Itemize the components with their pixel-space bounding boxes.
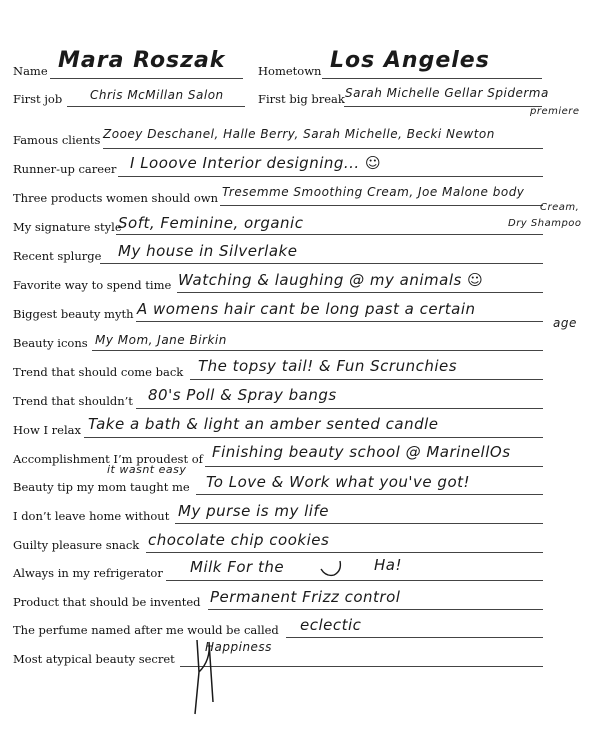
hometown-line — [322, 78, 542, 79]
product-invented-answer: Permanent Frizz control — [210, 588, 401, 606]
famous-clients-answer: Zooey Deschanel, Halle Berry, Sarah Michelle, Becki Newton — [103, 127, 495, 141]
three-products-answer-cont2: Dry Shampoo — [508, 218, 582, 229]
beauty-icons-answer: My Mom, Jane Birkin — [95, 333, 227, 347]
biggest-myth-answer-cont: age — [553, 316, 577, 330]
first-big-break-line — [344, 106, 542, 107]
favorite-way-answer: Watching & laughing @ my animals ☺ — [178, 271, 484, 289]
first-big-break-label: First big break — [258, 92, 345, 106]
handwritten-flourish-icon — [185, 632, 245, 722]
trend-shouldnt-line — [136, 408, 543, 409]
trend-come-back-line — [190, 379, 543, 380]
three-products-answer-cont1: Cream, — [540, 202, 580, 213]
favorite-way-label: Favorite way to spend time — [13, 278, 172, 292]
trend-shouldnt-label: Trend that shouldn’t — [13, 394, 133, 408]
three-products-line — [220, 205, 543, 206]
name-line — [50, 78, 243, 79]
trend-come-back-answer: The topsy tail! & Fun Scrunchies — [198, 357, 458, 375]
biggest-myth-answer: A womens hair cant be long past a certain — [137, 300, 476, 318]
how-i-relax-line — [84, 437, 543, 438]
accomplishment-answer: Finishing beauty school @ MarinellOs — [212, 443, 511, 461]
name-label: Name — [13, 64, 48, 78]
famous-clients-line — [103, 148, 543, 149]
perfume-answer: eclectic — [300, 616, 362, 634]
accomplishment-line — [205, 466, 543, 467]
refrigerator-line — [166, 580, 543, 581]
atypical-secret-answer: Happiness — [205, 640, 272, 654]
hometown-label: Hometown — [258, 64, 322, 78]
perfume-label: The perfume named after me would be called — [13, 623, 279, 637]
beauty-icons-label: Beauty icons — [13, 336, 88, 350]
beauty-tip-label: Beauty tip my mom taught me — [13, 480, 190, 494]
refrigerator-doodle-icon — [318, 555, 348, 581]
biggest-myth-line — [136, 321, 543, 322]
dont-leave-answer: My purse is my life — [178, 502, 329, 520]
guilty-pleasure-answer: chocolate chip cookies — [148, 531, 330, 549]
first-big-break-answer-cont: premiere — [530, 106, 580, 117]
runner-up-career-answer: I Looove Interior designing... ☺ — [130, 154, 382, 172]
biggest-myth-label: Biggest beauty myth — [13, 307, 134, 321]
refrigerator-label: Always in my refrigerator — [13, 566, 163, 580]
guilty-pleasure-line — [146, 552, 543, 553]
famous-clients-label: Famous clients — [13, 133, 101, 147]
guilty-pleasure-label: Guilty pleasure snack — [13, 538, 140, 552]
accomplishment-label: Accomplishment I’m proudest of — [13, 452, 203, 466]
favorite-way-line — [177, 292, 543, 293]
how-i-relax-answer: Take a bath & light an amber sented candle — [88, 415, 439, 433]
product-invented-label: Product that should be invented — [13, 595, 201, 609]
first-job-answer: Chris McMillan Salon — [90, 88, 224, 102]
three-products-answer: Tresemme Smoothing Cream, Joe Malone body — [222, 185, 525, 199]
recent-splurge-answer: My house in Silverlake — [118, 242, 298, 260]
refrigerator-answer: Milk For the — [190, 558, 285, 576]
trend-shouldnt-answer: 80's Poll & Spray bangs — [148, 386, 337, 404]
product-invented-line — [208, 609, 543, 610]
how-i-relax-label: How I relax — [13, 423, 81, 437]
three-products-label: Three products women should own — [13, 191, 219, 205]
recent-splurge-label: Recent splurge — [13, 249, 102, 263]
runner-up-career-label: Runner-up career — [13, 162, 117, 176]
first-job-line — [67, 106, 245, 107]
beauty-tip-answer: To Love & Work what you've got! — [206, 473, 471, 491]
recent-splurge-line — [100, 263, 543, 264]
runner-up-career-line — [118, 176, 543, 177]
first-job-label: First job — [13, 92, 63, 106]
dont-leave-line — [175, 523, 543, 524]
signature-style-answer: Soft, Feminine, organic — [118, 214, 304, 232]
name-answer: Mara Roszak — [58, 48, 226, 73]
beauty-icons-line — [92, 350, 543, 351]
signature-style-label: My signature style — [13, 220, 122, 234]
signature-style-line — [116, 234, 543, 235]
refrigerator-answer-end: Ha! — [374, 556, 402, 574]
accomplishment-answer-cont: it wasnt easy — [107, 463, 187, 476]
hometown-answer: Los Angeles — [330, 48, 490, 73]
beauty-tip-line — [196, 494, 543, 495]
perfume-line — [286, 637, 543, 638]
dont-leave-label: I don’t leave home without — [13, 509, 170, 523]
trend-come-back-label: Trend that should come back — [13, 365, 184, 379]
atypical-secret-label: Most atypical beauty secret — [13, 652, 175, 666]
first-big-break-answer: Sarah Michelle Gellar Spiderma — [345, 86, 549, 100]
